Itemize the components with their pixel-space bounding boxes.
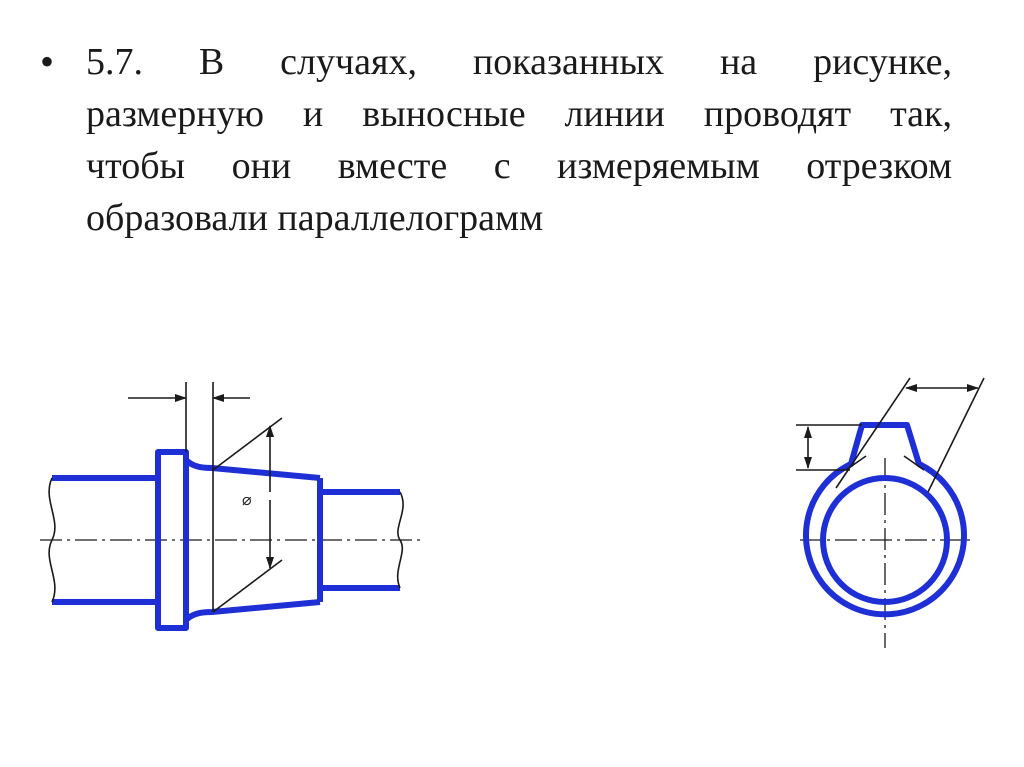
paragraph-line-3: чтобы они вместе с измеряемым отрезком [86,145,952,187]
paragraph-line-4: образовали параллелограмм [86,197,544,239]
paragraph-line-2: размерную и выносные линии проводят так, [86,93,952,135]
flank-extension-right [928,378,984,492]
diameter-sign: ⌀ [242,490,252,509]
slanted-extension-top [213,418,282,470]
shaft-drawing [40,382,420,628]
flank-extension-left [836,378,910,488]
ring-drawing [796,378,984,648]
paragraph-line-1: 5.7. В случаях, показанных на рисунке, [86,41,952,83]
ring-outer-with-tooth [806,425,964,614]
bullet-marker: • [40,39,55,84]
